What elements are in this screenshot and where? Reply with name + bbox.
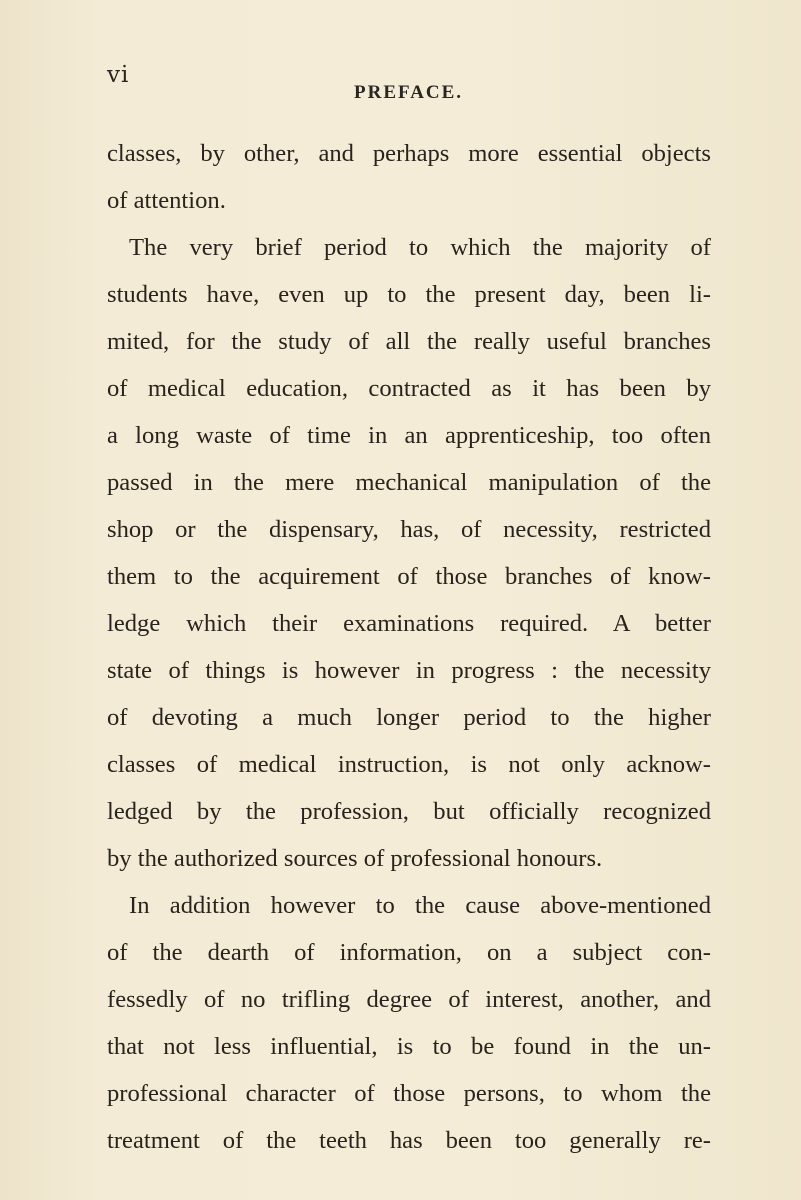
text-line: students have, even up to the present day, been li- [107,281,711,308]
text-line: that not less influential, is to be found in the un- [107,1033,711,1060]
text-line: professional character of those persons, to whom the [107,1080,711,1107]
text-line: mited, for the study of all the really useful branches [107,328,711,355]
text-line: of medical education, contracted as it has been by [107,375,711,402]
running-head: PREFACE. [354,82,464,103]
text-line: In addition however to the cause above-mentioned [129,892,711,919]
text-line: fessedly of no trifling degree of interest, another, and [107,986,711,1013]
text-line: classes of medical instruction, is not only acknow- [107,751,711,778]
text-line: of attention. [107,187,226,214]
page-number: vi [107,62,130,88]
text-line: a long waste of time in an apprenticeship, too often [107,422,711,449]
text-line: of the dearth of information, on a subject con- [107,939,711,966]
text-line: treatment of the teeth has been too generally re- [107,1127,711,1154]
text-line: of devoting a much longer period to the higher [107,704,711,731]
text-line: by the authorized sources of professional honours. [107,845,603,872]
text-line: classes, by other, and perhaps more essential objects [107,140,711,167]
text-line: state of things is however in progress : the necessity [107,657,711,684]
text-line: The very brief period to which the majority of [129,234,711,261]
text-line: them to the acquirement of those branches of know- [107,563,711,590]
text-line: ledge which their examinations required. A better [107,610,711,637]
text-line: passed in the mere mechanical manipulation of the [107,469,711,496]
text-line: ledged by the profession, but officially recognized [107,798,711,825]
body-text [107,130,711,1164]
text-line: shop or the dispensary, has, of necessity, restricted [107,516,711,543]
